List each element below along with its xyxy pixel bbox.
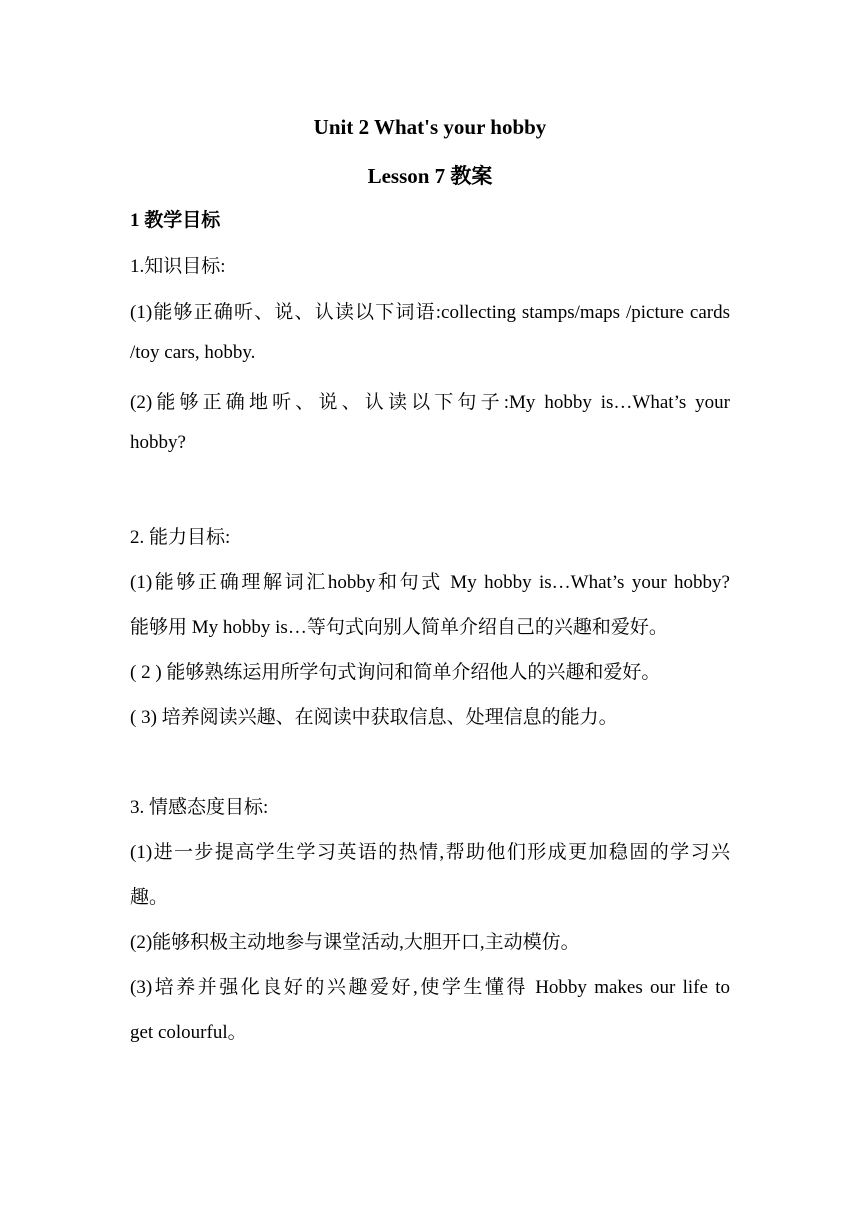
- knowledge-item-1-line-2: /toy cars, hobby.: [130, 342, 256, 363]
- document-subtitle: Lesson 7 教案: [367, 164, 493, 188]
- knowledge-heading: 1.知识目标:: [130, 256, 226, 277]
- emotion-item-2: (2)能够积极主动地参与课堂活动,大胆开口,主动模仿。: [130, 932, 580, 953]
- emotion-item-1-line-2: 趣。: [130, 887, 169, 908]
- knowledge-item-2-line-1: (2)能够正确地听、说、认读以下句子:My hobby is…What’s your: [130, 392, 730, 413]
- emotion-item-1-line-1: (1)进一步提高学生学习英语的热情,帮助他们形成更加稳固的学习兴: [130, 842, 730, 863]
- emotion-item-3-line-2: get colourful。: [130, 1022, 247, 1043]
- ability-item-1-line-1: (1)能够正确理解词汇hobby和句式 My hobby is…What’s your hobby?: [130, 572, 730, 593]
- ability-item-2: ( 2 ) 能够熟练运用所学句式询问和简单介绍他人的兴趣和爱好。: [130, 662, 661, 683]
- document-title: Unit 2 What's your hobby: [313, 115, 547, 139]
- ability-heading: 2. 能力目标:: [130, 527, 231, 548]
- emotion-heading: 3. 情感态度目标:: [130, 797, 269, 818]
- ability-item-3: ( 3) 培养阅读兴趣、在阅读中获取信息、处理信息的能力。: [130, 707, 618, 728]
- knowledge-item-2-line-2: hobby?: [130, 432, 186, 453]
- section-heading: 1 教学目标: [130, 210, 221, 231]
- ability-item-1-line-2: 能够用 My hobby is…等句式向别人简单介绍自己的兴趣和爱好。: [130, 617, 668, 638]
- emotion-item-3-line-1: (3)培养并强化良好的兴趣爱好,使学生懂得 Hobby makes our life to: [130, 977, 730, 998]
- knowledge-item-1-line-1: (1)能够正确听、说、认读以下词语:collecting stamps/maps /picture cards: [130, 302, 730, 323]
